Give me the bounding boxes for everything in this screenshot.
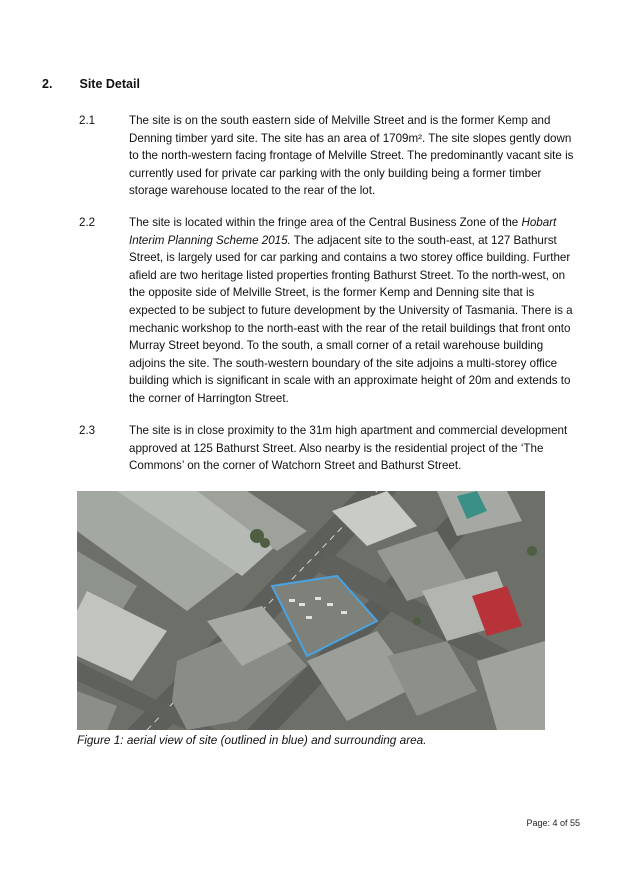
planning-scheme-name: Hobart Interim Planning Scheme 2015. (129, 216, 557, 247)
paragraph-text: The site is in close proximity to the 31m high apartment and commercial development approved at 125 Bathurst Street. Also nearby is the residential project of the ‘The Commons’ on the corner of Watchorn Street and Bathurst Street. (129, 424, 568, 473)
paragraph-number: 2.1 (79, 114, 96, 127)
section-heading (42, 77, 140, 91)
figure-caption: Figure 1: aerial view of site (outlined in blue) and surrounding area. (77, 733, 427, 747)
paragraph-number: 2.3 (79, 424, 96, 437)
section-number: 2. (42, 77, 53, 91)
paragraph-number: 2.2 (79, 216, 96, 229)
page-number: Page: 4 of 55 (526, 818, 580, 828)
aerial-site-image (77, 491, 545, 730)
paragraph-text: The site is on the south eastern side of Melville Street and is the former Kemp and Denning timber yard site. The site has an area of 1709m². The site slopes gently down to the north-western facing frontage of Melville Street. The predominantly vacant site is currently used for private car parking with the only building being a former timber storage warehouse located to the rear of the lot. (129, 114, 574, 198)
aerial-map-graphic (77, 491, 545, 730)
paragraph-text (129, 214, 576, 408)
paragraph-text-end: The adjacent site to the south-east, at 127 Bathurst Street, is largely used for car parking and contains a two storey office building. Further afield are two heritage listed properties fronting Bathurst Street. To the north-west, on the opposite side of Melville Street, is the former Kemp and Denning site that is expected to be subject to future development by the University of Tasmania. There is a mechanic workshop to the north-east with the rear of the retail buildings that front onto Murray Street beyond. To the south, a small corner of a retail warehouse building adjoins the site. The south-western boundary of the site adjoins a multi-storey office building which is significant in scale with an approximate height of 20m and extends to the corner of Harrington Street. (129, 233, 573, 405)
section-title: Site Detail (79, 77, 140, 91)
paragraph-text-start: The site is located within the fringe area of the Central Business Zone of the (129, 216, 522, 229)
